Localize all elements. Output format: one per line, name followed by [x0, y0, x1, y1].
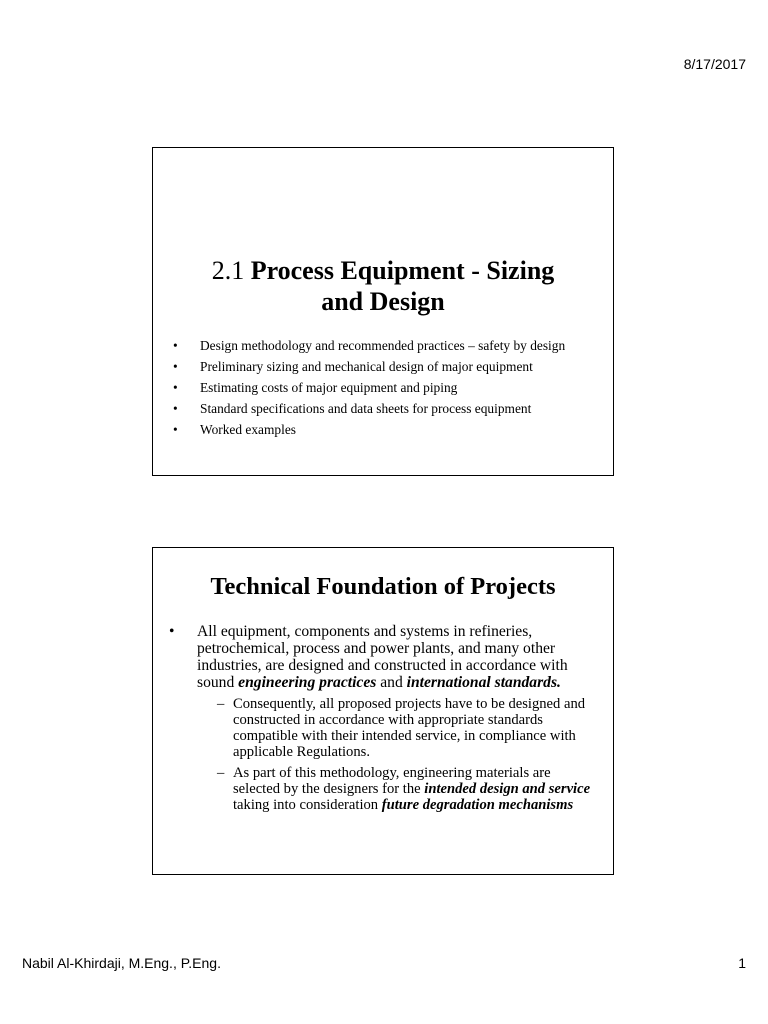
slide-1-bullet-list: [173, 337, 593, 442]
sub-2-emphasis-2: future degradation mechanisms: [381, 797, 574, 813]
sub-2-emphasis-1: intended design and service: [424, 781, 591, 797]
main-text: All equipment, components and systems in refineries, petrochemical, process and power plants, and many other industries, are designed and constructed in accordance with sound: [197, 623, 568, 691]
page-number: 1: [738, 955, 746, 971]
list-item-text: Design methodology and recommended practices – safety by design: [200, 338, 566, 353]
bullet-icon: •: [173, 401, 178, 416]
slide-1-title-line2: and Design: [321, 287, 445, 316]
footer-author: Nabil Al-Khirdaji, M.Eng., P.Eng.: [22, 955, 221, 971]
slide-1: [152, 147, 614, 476]
slide-2: [152, 547, 614, 875]
list-item: [173, 358, 593, 375]
slide-2-sub-bullet-2: [169, 765, 599, 813]
list-item-text: Estimating costs of major equipment and piping: [200, 380, 458, 395]
sub-1-text: Consequently, all proposed projects have to be designed and constructed in accordance with appropriate standards compatible with their intended service, in compliance with applicable Regulations.: [233, 696, 586, 760]
document-date: 8/17/2017: [683, 56, 746, 72]
slide-2-sub-bullet-1: [169, 696, 599, 760]
slide-2-body: [169, 623, 599, 813]
list-item-text: Preliminary sizing and mechanical design of major equipment: [200, 359, 533, 374]
bullet-icon: •: [173, 338, 178, 353]
sub-2-text: As part of this methodology, engineering materials are selected by the designers for the: [233, 765, 551, 797]
list-item: [173, 337, 593, 354]
main-emphasis-1: engineering practices: [238, 674, 377, 691]
sub-2-mid: taking into consideration: [233, 797, 379, 813]
list-item-text: Standard specifications and data sheets for process equipment: [200, 401, 532, 416]
main-emphasis-2: international standards.: [406, 674, 561, 691]
slide-1-title-line1: Process Equipment - Sizing: [250, 256, 555, 285]
slide-2-main-bullet: [169, 623, 599, 691]
dash-icon: –: [217, 765, 225, 781]
bullet-icon: •: [173, 359, 178, 374]
list-item-text: Worked examples: [200, 422, 296, 437]
slide-1-title-number: 2.1: [211, 256, 245, 285]
list-item: [173, 379, 593, 396]
dash-icon: –: [217, 696, 225, 712]
slide-2-title: Technical Foundation of Projects: [210, 573, 556, 600]
main-and: and: [380, 674, 403, 691]
bullet-icon: •: [173, 380, 178, 395]
bullet-icon: •: [173, 422, 178, 437]
slide-1-title: [153, 255, 613, 317]
list-item: [173, 400, 593, 417]
bullet-icon: •: [169, 623, 175, 640]
list-item: [173, 421, 593, 438]
